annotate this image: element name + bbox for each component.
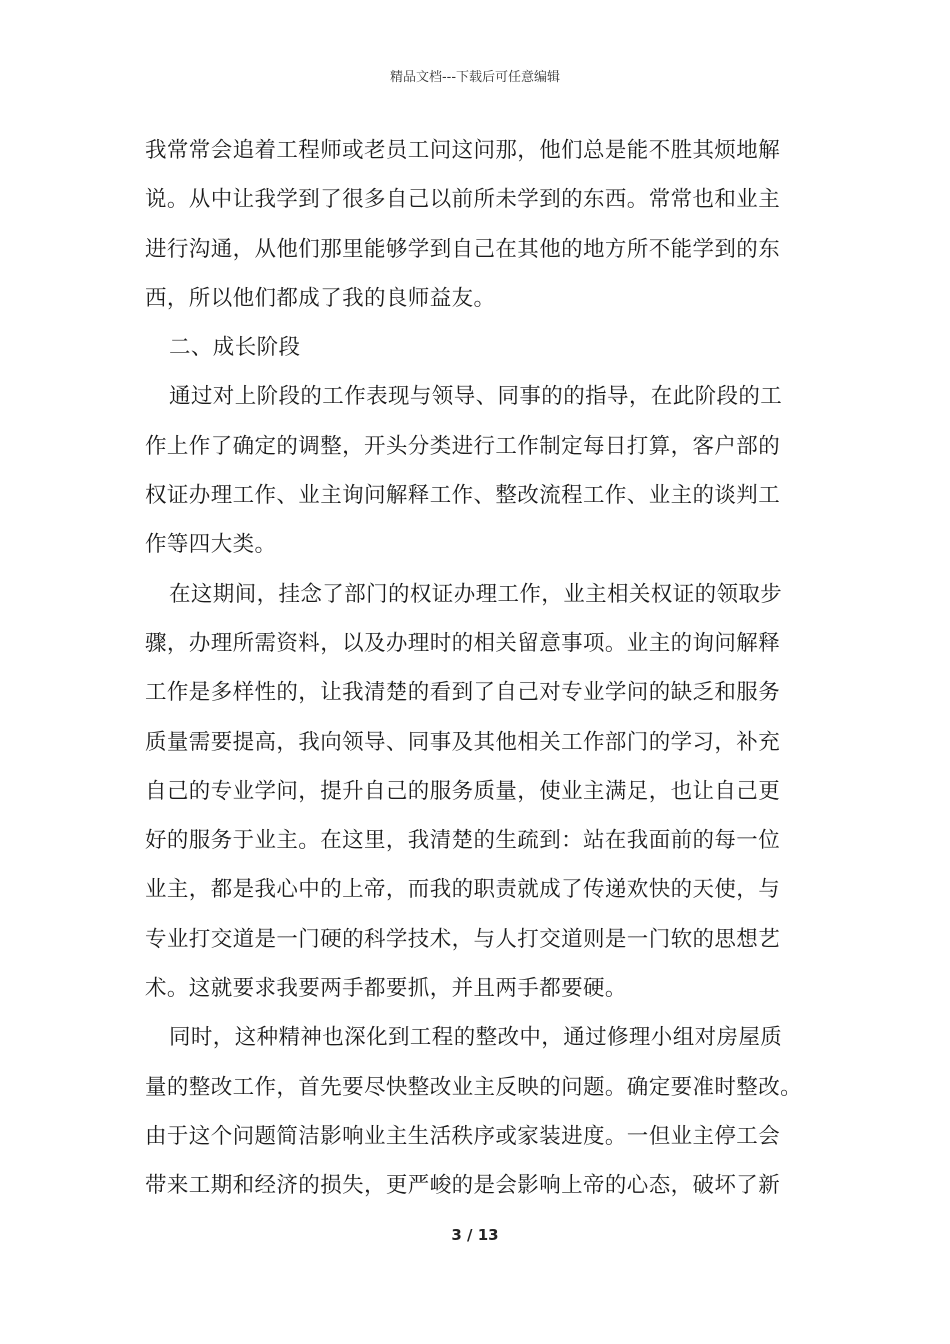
page-number: 3 / 13 xyxy=(451,1226,499,1244)
body-line: 带来工期和经济的损失，更严峻的是会影响上帝的心态，破坏了新 xyxy=(145,1173,781,1199)
body-line: 专业打交道是一门硬的科学技术，与人打交道则是一门软的思想艺 xyxy=(145,926,781,952)
body-line: 西，所以他们都成了我的良师益友。 xyxy=(145,285,496,311)
body-line: 同时，这种精神也深化到工程的整改中，通过修理小组对房屋质 xyxy=(169,1025,783,1051)
body-line: 质量需要提高，我向领导、同事及其他相关工作部门的学习，补充 xyxy=(145,729,781,755)
body-line: 术。这就要求我要两手都要抓，并且两手都要硬。 xyxy=(145,976,627,1002)
body-line: 权证办理工作、业主询问解释工作、整改流程工作、业主的谈判工 xyxy=(145,483,781,509)
body-line: 量的整改工作，首先要尽快整改业主反映的问题。确定要准时整改。 xyxy=(145,1074,803,1100)
body-line: 业主，都是我心中的上帝，而我的职责就成了传递欢快的天使，与 xyxy=(145,877,781,903)
page-header: 精品文档---下载后可任意编辑 xyxy=(389,70,561,85)
body-line: 通过对上阶段的工作表现与领导、同事的的指导，在此阶段的工 xyxy=(169,384,783,410)
body-line: 作等四大类。 xyxy=(145,532,277,558)
body-line: 说。从中让我学到了很多自己以前所未学到的东西。常常也和业主 xyxy=(145,187,781,213)
body-line: 我常常会追着工程师或老员工问这问那，他们总是能不胜其烦地解 xyxy=(145,138,781,163)
body-line: 作上作了确定的调整，开头分类进行工作制定每日打算，客户部的 xyxy=(145,433,781,459)
body-line: 好的服务于业主。在这里，我清楚的生疏到：站在我面前的每一位 xyxy=(145,828,781,854)
body-line: 骤，办理所需资料，以及办理时的相关留意事项。业主的询问解释 xyxy=(145,630,781,656)
document-body xyxy=(145,126,820,1211)
body-line: 在这期间，挂念了部门的权证办理工作，业主相关权证的领取步 xyxy=(169,581,783,607)
body-line: 由于这个问题简洁影响业主生活秩序或家装进度。一但业主停工会 xyxy=(145,1123,781,1149)
body-line: 自己的专业学问，提升自己的服务质量，使业主满足，也让自己更 xyxy=(145,778,781,804)
section-heading: 二、成长阶段 xyxy=(169,335,301,361)
body-line: 进行沟通，从他们那里能够学到自己在其他的地方所不能学到的东 xyxy=(145,236,781,262)
body-line: 工作是多样性的，让我清楚的看到了自己对专业学问的缺乏和服务 xyxy=(145,680,781,706)
